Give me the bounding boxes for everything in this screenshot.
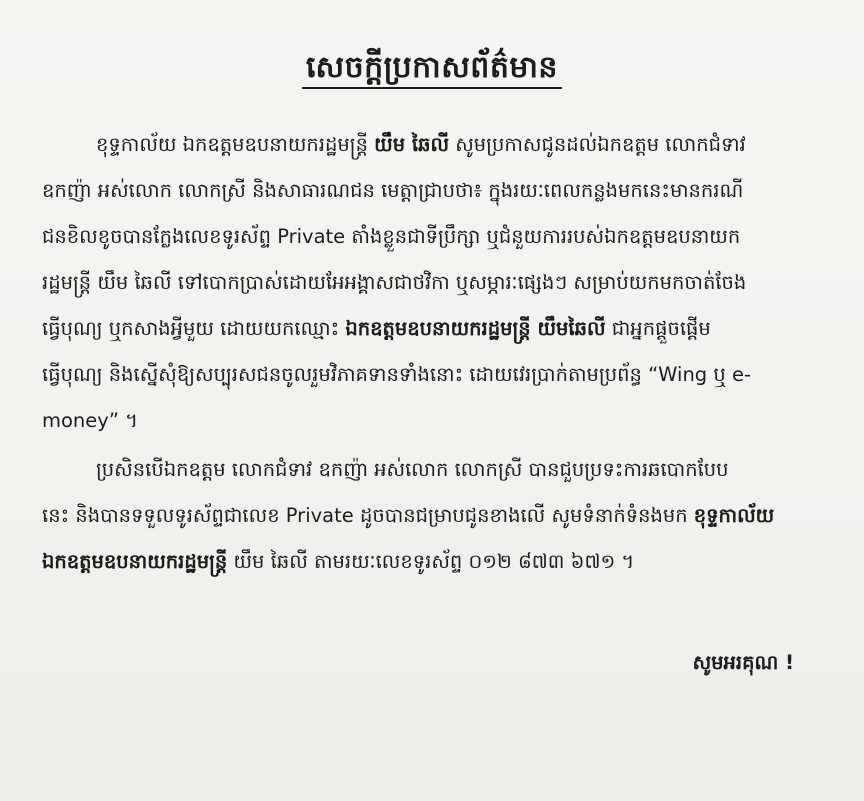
document-title	[0, 48, 864, 92]
paragraph-line: នេះ និងបានទទួលទូរស័ព្ទជាលេខ Private ដូចបានជម្រាបជូនខាងលើ សូមទំនាក់ទំនងមក ខុទ្ទកាល័យ	[42, 504, 775, 527]
paragraph-line: ខុទ្ទកាល័យ ឯកឧត្តមឧបនាយករដ្ឋមន្ត្រី យឹម ឆៃលី សូមប្រកាសជូនដល់ឯកឧត្តម លោកជំទាវ	[96, 133, 746, 156]
paragraph-contact	[42, 447, 826, 585]
paragraph-announcement	[42, 122, 826, 444]
paragraph-line: ប្រសិនបើឯកឧត្តម លោកជំទាវ ឧកញ៉ា អស់លោក លោកស្រី បានជួបប្រទះការឆបោកបែប	[96, 458, 729, 481]
office-title-bold: ឯកឧត្តមឧបនាយករដ្ឋមន្ត្រី	[42, 550, 228, 573]
closing-thanks: សូមអរគុណ !	[692, 651, 794, 674]
paragraph-line: ធ្វើបុណ្យ ឬកសាងអ្វីមួយ ដោយយកឈ្មោះ ឯកឧត្តមឧបនាយករដ្ឋមន្ត្រី យឹមឆៃលី ជាអ្នកផ្តួចផ្តើម	[42, 317, 711, 340]
paragraph-line: ឧកញ៉ា អស់លោក លោកស្រី និងសាធារណជន មេត្តាជ្រាបថា៖ ក្នុងរយៈពេលកន្លងមកនេះមានករណី	[42, 179, 744, 202]
title-text: សេចក្តីប្រកាសព័ត៌មាន	[302, 50, 562, 89]
paragraph-line: ធ្វើបុណ្យ និងស្នើសុំឱ្យសប្បុរសជនចូលរួមវិភាគទានទាំងនោះ ដោយវេរប្រាក់តាមប្រព័ន្ធ “Wing ឬ e-	[42, 363, 751, 386]
paragraph-line: ឯកឧត្តមឧបនាយករដ្ឋមន្ត្រី យឹម ឆៃលី តាមរយៈលេខទូរស័ព្ទ ០១២ ៨៧៣ ៦៧១ ។	[42, 550, 635, 573]
paragraph-line: ជនខិលខូចបានក្លែងលេខទូរស័ព្ទ Private តាំងខ្លួនជាទីប្រឹក្សា ឬជំនួយការរបស់ឯកឧត្តមឧបនាយក	[42, 225, 741, 248]
official-name: យឹម ឆៃលី	[374, 133, 450, 156]
paragraph-line: money” ។	[42, 409, 138, 432]
official-title-bold: ឯកឧត្តមឧបនាយករដ្ឋមន្ត្រី យឹមឆៃលី	[345, 317, 606, 340]
office-name-bold: ខុទ្ទកាល័យ	[693, 504, 775, 527]
paragraph-line: រដ្ឋមន្ត្រី យឹម ឆៃលី ទៅបោកប្រាស់ដោយអែអង្គាសជាថវិកា ឬសម្ភារៈផ្សេងៗ សម្រាប់យកមកចាត់ចែង	[42, 271, 747, 294]
